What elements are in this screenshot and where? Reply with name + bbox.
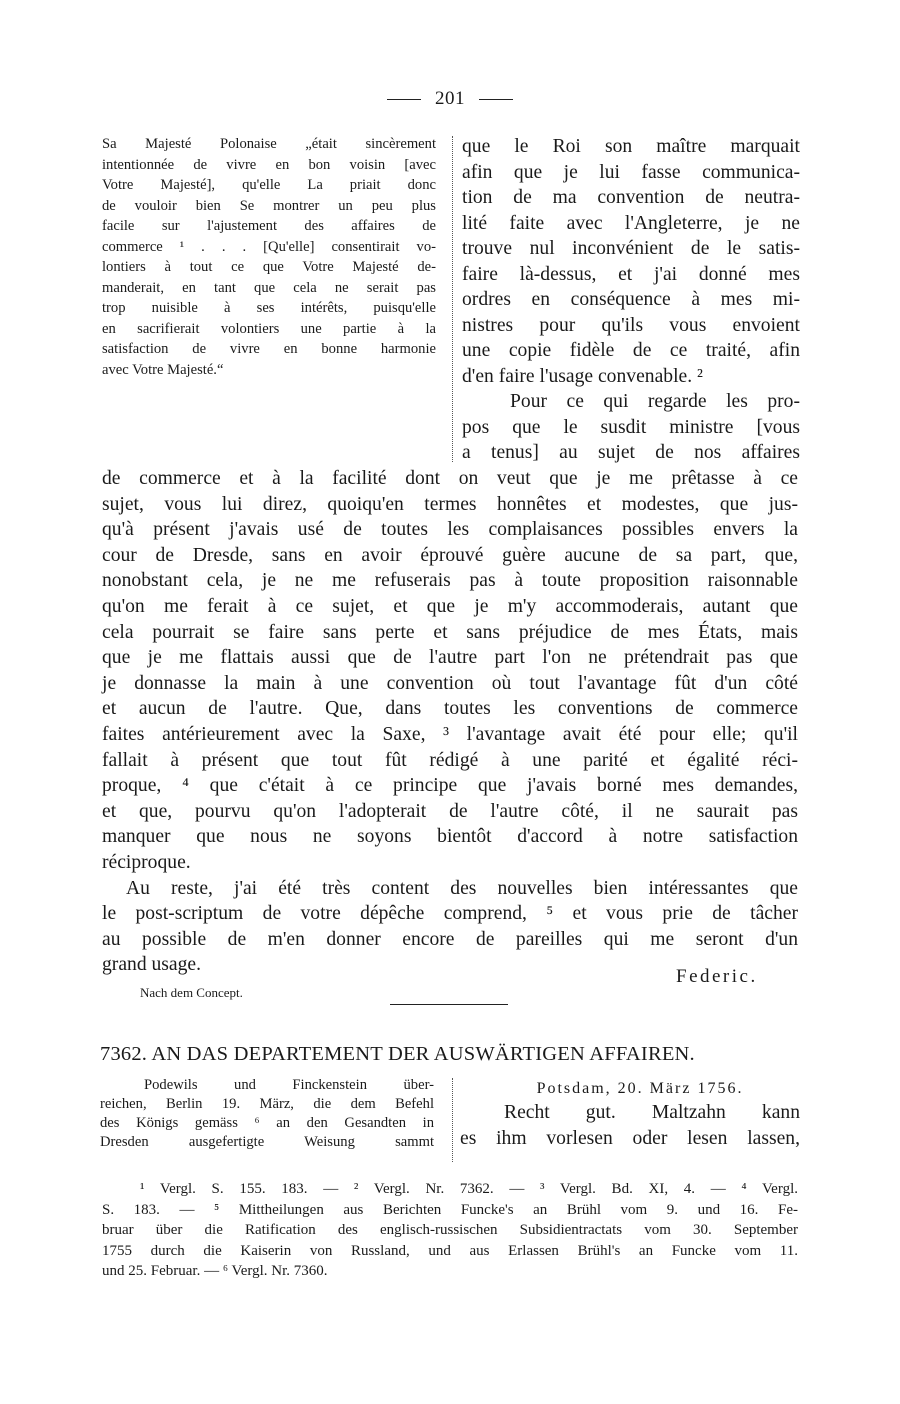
source-note: Nach dem Concept. xyxy=(140,985,243,1000)
summary-line: reichen, Berlin 19. März, die dem Befehl xyxy=(100,1096,434,1112)
body-line: je donnasse la main à une convention où tout l'avantage fût d'un côté xyxy=(102,672,798,694)
resolution-line: Recht gut. Maltzahn kann xyxy=(504,1102,800,1123)
body-line: fallait à présent que tout fût rédigé à une parité et égalité réci- xyxy=(102,749,798,771)
body-line: nonobstant cela, je ne me refuserais pas à toute proposition raisonnable xyxy=(102,570,798,592)
page-number: 201 xyxy=(435,88,465,109)
quote-line: avec Votre Majesté.“ xyxy=(102,361,224,378)
letter-line: faire là-dessus, et j'ai donné mes xyxy=(462,263,800,285)
summary-line: des Königs gemäss ⁶ an den Gesandten in xyxy=(100,1115,434,1131)
body-line: Au reste, j'ai été très content des nouvelles bien intéressantes que xyxy=(126,877,798,899)
resolution-line: es ihm vorlesen oder lesen lassen, xyxy=(460,1127,800,1149)
body-line: que je me flattais aussi que de l'autre part l'on ne prétendrait pas que xyxy=(102,647,798,669)
letter-line: ordres en conséquence à mes mi- xyxy=(462,289,800,310)
quote-line: de vouloir bien Se montrer un peu plus xyxy=(102,197,436,214)
header-dash-right xyxy=(479,99,513,100)
footnote-line: und 25. Februar. — ⁶ Vergl. Nr. 7360. xyxy=(102,1263,328,1279)
quote-line: lontiers à tout ce que Votre Majesté de- xyxy=(102,259,436,275)
body-line: réciproque. xyxy=(102,851,191,873)
header-dash-left xyxy=(387,99,421,100)
summary-column xyxy=(100,1076,434,1152)
summary-line: Dresden ausgefertigte Weisung sammt xyxy=(100,1134,434,1150)
body-line: qu'on me ferait à ce sujet, et que je m'y accommoderais, autant que xyxy=(102,595,798,617)
body-line: grand usage. xyxy=(102,954,202,976)
section-separator-rule xyxy=(390,1004,508,1005)
footnote-line: S. 183. — ⁵ Mittheilungen aus Berichten Funcke's an Brühl vom 9. und 16. Fe- xyxy=(102,1201,798,1218)
quote-line: intentionnée de vivre en bon voisin [avec xyxy=(102,156,436,173)
footnotes xyxy=(102,1179,798,1282)
body-line: cour de Dresde, sans en avoir éprouvé guère aucune de sa part, que, xyxy=(102,544,798,566)
footnote-line: ¹ Vergl. S. 155. 183. — ² Vergl. Nr. 7362. — ³ Vergl. Bd. XI, 4. — ⁴ Vergl. xyxy=(140,1181,798,1197)
letter-body xyxy=(102,466,798,978)
letter-line: trouve nul inconvénient de le satis- xyxy=(462,238,800,259)
footnote-line: bruar über die Ratification des englisch-russischen Subsidientractats vom 30. September xyxy=(102,1222,798,1238)
body-line: faites antérieurement avec la Saxe, ³ l'avantage avait été pour elle; qu'il xyxy=(102,723,798,745)
letter-line: d'en faire l'usage convenable. ² xyxy=(462,365,703,387)
quote-line: facile sur l'ajustement des affaires de xyxy=(102,218,436,234)
letter-right-column xyxy=(462,134,800,466)
column-divider-bottom xyxy=(452,1078,453,1162)
letter-line: que le Roi son maître marquait xyxy=(462,136,800,157)
body-line: et aucun de l'autre. Que, dans toutes les conventions de commerce xyxy=(102,698,798,720)
body-line: au possible de m'en donner encore de pareilles qui me seront d'un xyxy=(102,928,798,950)
quote-line: commerce ¹ . . . [Qu'elle] consentirait vo- xyxy=(102,238,436,255)
quote-line: Votre Majesté], qu'elle La priait donc xyxy=(102,177,436,193)
letter-line: afin que je lui fasse communica- xyxy=(462,161,800,183)
body-line: le post-scriptum de votre dépêche comprend, ⁵ et vous prie de tâcher xyxy=(102,903,798,925)
body-line: cela pourrait se faire sans perte et sans préjudice de mes États, mais xyxy=(102,621,798,643)
letter-line: lité faite avec l'Angleterre, je ne xyxy=(462,212,800,234)
footnote-line: 1755 durch die Kaiserin von Russland, und aus Erlassen Brühl's an Funcke vom 11. xyxy=(102,1242,798,1259)
quote-line: en sacrifierait volontiers une partie à la xyxy=(102,320,436,337)
letter-line: pos que le susdit ministre [vous xyxy=(462,416,800,438)
body-line: proque, ⁴ que c'était à ce principe que j'avais borné mes demandes, xyxy=(102,775,798,797)
letter-line: Pour ce qui regarde les pro- xyxy=(510,391,800,412)
letter-line: tion de ma convention de neutra- xyxy=(462,187,800,208)
quote-line: Sa Majesté Polonaise „était sincèrement xyxy=(102,136,436,152)
letter-line: a tenus] au sujet de nos affaires xyxy=(462,442,800,463)
body-line: de commerce et à la facilité dont on veut que je me prêtasse à ce xyxy=(102,468,798,489)
column-divider-top xyxy=(452,136,453,462)
quoted-report-column xyxy=(102,134,436,380)
quote-line: trop nuisible à ses intérêts, puisqu'elle xyxy=(102,300,436,316)
summary-line: Podewils und Finckenstein über- xyxy=(144,1077,434,1093)
body-line: manquer que nous ne soyons bientôt d'accord à notre satisfaction xyxy=(102,826,798,848)
signature: Federic. xyxy=(676,966,758,987)
section-title: 7362. AN DAS DEPARTEMENT DER AUSWÄRTIGEN AFFAIREN. xyxy=(100,1043,695,1065)
quote-line: manderait, en tant que cela ne serait pas xyxy=(102,279,436,296)
resolution-column xyxy=(460,1078,800,1151)
letter-line: nistres pour qu'ils vous envoient xyxy=(462,314,800,336)
body-line: sujet, vous lui direz, quoiqu'en termes honnêtes et modestes, que jus- xyxy=(102,493,798,515)
quote-line: satisfaction de vivre en bonne harmonie xyxy=(102,341,436,357)
letter-line: une copie fidèle de ce traité, afin xyxy=(462,340,800,361)
body-line: et que, pourvu qu'on l'adopterait de l'autre côté, il ne saurait pas xyxy=(102,800,798,822)
body-line: qu'à présent j'avais usé de toutes les complaisances possibles envers la xyxy=(102,519,798,541)
page-header xyxy=(0,88,900,110)
dateline: Potsdam, 20. März 1756. xyxy=(536,1080,744,1097)
